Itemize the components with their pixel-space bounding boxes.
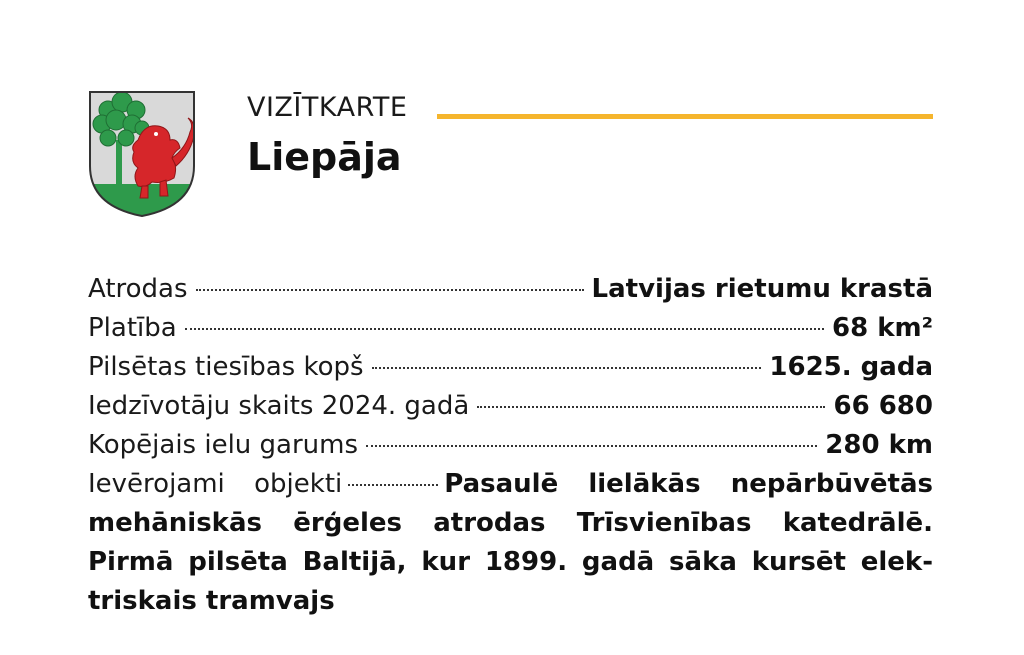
leader-dots bbox=[366, 445, 817, 447]
coat-of-arms-icon bbox=[86, 88, 198, 220]
leader-dots bbox=[196, 289, 584, 291]
accent-rule bbox=[437, 114, 933, 119]
fact-row-location bbox=[88, 270, 933, 309]
leader-dots bbox=[372, 367, 762, 369]
leader-dots bbox=[348, 484, 438, 486]
fact-label: Iedzīvotāju skaits 2024. gadā bbox=[88, 391, 470, 421]
fact-row-street-length bbox=[88, 426, 933, 465]
fact-label: Ievērojami objekti bbox=[88, 469, 343, 499]
leader-dots bbox=[477, 406, 825, 408]
fact-label: Kopējais ielu garums bbox=[88, 430, 359, 460]
fact-value: Latvijas rietumu krastā bbox=[591, 274, 933, 304]
fact-value: 280 km bbox=[825, 430, 933, 460]
fact-value: 1625. gada bbox=[769, 352, 933, 382]
fact-label: Pilsētas tiesības kopš bbox=[88, 352, 364, 382]
leader-dots bbox=[185, 328, 824, 330]
fact-label: Platība bbox=[88, 313, 177, 343]
fact-row-city-rights bbox=[88, 348, 933, 387]
fact-label: Atrodas bbox=[88, 274, 188, 304]
facts-list bbox=[88, 270, 933, 621]
fact-value: 68 km² bbox=[831, 313, 933, 343]
fact-notable-objects bbox=[88, 465, 933, 621]
fact-row-population bbox=[88, 387, 933, 426]
city-title: Liepāja bbox=[247, 135, 402, 179]
fact-value: Pasaulē lielākās nepārbūvētās mehāniskās ērģeles atrodas Trīsvienības katedrālē. Pirmā pilsēta Baltijā, kur 1899. gadā sāka kursēt elek-triskais tramvajs bbox=[88, 469, 933, 616]
fact-value: 66 680 bbox=[833, 391, 933, 421]
fact-row-area bbox=[88, 309, 933, 348]
card-label: VIZĪTKARTE bbox=[247, 92, 408, 123]
